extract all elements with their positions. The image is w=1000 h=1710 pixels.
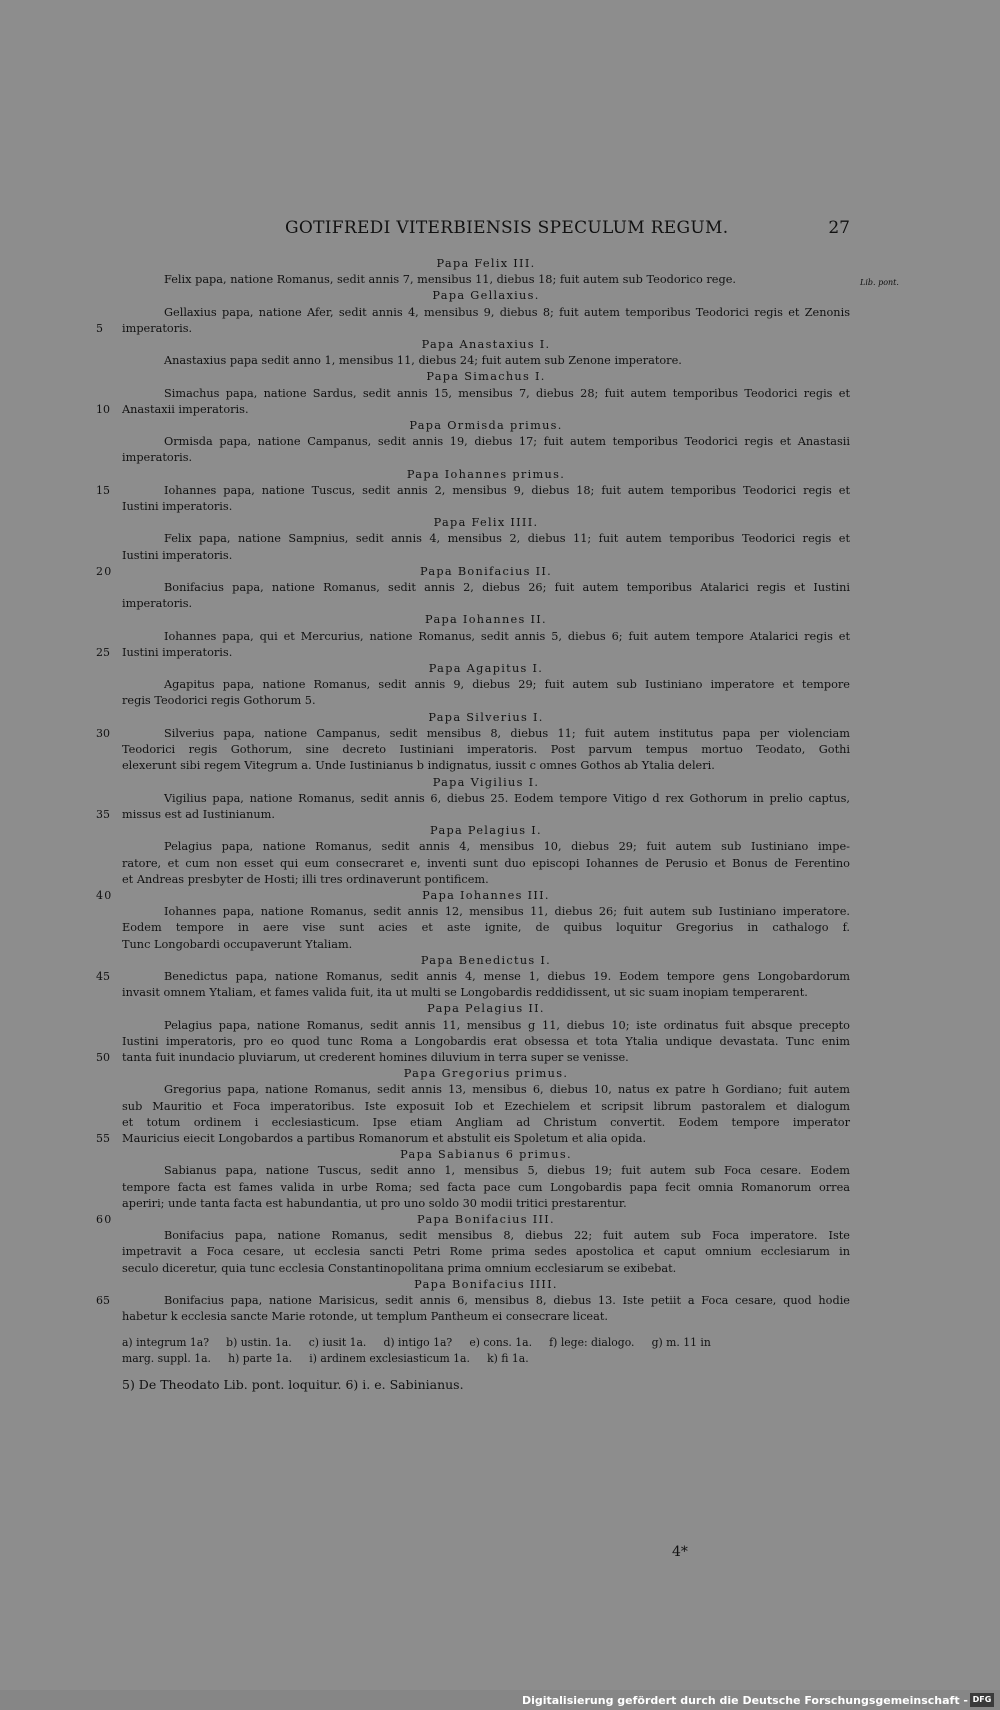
header-title: GOTIFREDI VITERBIENSIS SPECULUM REGUM. [285,218,729,238]
pope-entry [122,661,850,710]
text-line [122,1115,850,1131]
apparatus-line: marg. suppl. 1a. h) parte 1a. i) ardinem exclesiasticum 1a. k) fi 1a. [122,1352,529,1366]
text-line [122,548,850,564]
text-line [122,1099,850,1115]
line-text: seculo diceretur, quia tunc ecclesia Constantinopolitana prima omnium ecclesiarum se exibebat. [122,1261,677,1275]
text-line [122,937,850,953]
critical-apparatus [122,1335,850,1367]
line-text: Iustini imperatoris, pro eo quod tunc Roma a Longobardis erat obsessa et tota Ytalia undique devastata. Tunc enim [122,1034,850,1048]
text-line [122,1244,850,1260]
line-text: Sabianus papa, natione Tuscus, sedit anno 1, mensibus 5, diebus 19; fuit autem sub Foca cesare. Eodem [164,1164,850,1178]
pope-entry [96,1212,850,1277]
line-text: sub Mauritio et Foca imperatoribus. Iste exposuit Iob et Ezechielem et scripsit librum pastoralem et dialogum [122,1099,850,1113]
line-text: et totum ordinem i ecclesiasticum. Ipse etiam Angliam ad Christum convertit. Eodem tempore imperator [122,1115,850,1129]
text-line [122,450,850,466]
line-text: Anastaxius papa sedit anno 1, mensibus 11, diebus 24; fuit autem sub Zenone imperatore. [164,354,682,368]
pope-entry [122,337,850,369]
line-text: Felix papa, natione Sampnius, sedit annis 4, mensibus 2, diebus 11; fuit autem temporibus Teodorici regis et [164,532,850,546]
text-line [122,758,850,774]
line-text: Eodem tempore in aere vise sunt acies et aste ignite, de quibus loquitur Gregorius in cathalogo f. [122,921,850,935]
text-line [122,1196,850,1212]
text-line [122,791,850,807]
pope-entry [96,1066,850,1147]
text-line [96,402,850,418]
line-text: Vigilius papa, natione Romanus, sedit annis 6, diebus 25. Eodem tempore Vitigo d rex Gothorum in prelio captus, [164,791,850,805]
text-line [96,1050,850,1066]
text-line [96,1131,850,1147]
line-number: 60 [96,1212,113,1226]
line-number: 20 [96,564,113,578]
text-line [122,1082,850,1098]
text-line [122,856,850,872]
line-number: 40 [96,888,113,902]
entry-heading: Papa Ormisda primus. [409,419,563,433]
text-line [122,742,850,758]
line-text: ratore, et cum non esset qui eum consecraret e, inventi sunt duo episcopi Iohannes de Perusio et Bonus de Ferentino [122,856,850,870]
entry-heading: Papa Simachus I. [426,370,546,384]
entry-heading: Papa Bonifacius II. 20 [122,564,850,580]
line-number: 15 [96,483,110,497]
line-text: Iohannes papa, natione Tuscus, sedit annis 2, mensibus 9, diebus 18; fuit autem temporibus Teodorici regis et [164,483,850,497]
entry-heading: Papa Benedictus I. [420,953,552,967]
line-text: Pelagius papa, natione Romanus, sedit annis 11, mensibus g 11, diebus 10; iste ordinatus fuit absque precepto [164,1018,850,1032]
margin-note: Lib. pont. [860,278,899,287]
pope-entry [96,1001,850,1066]
entry-heading: Papa Gregorius primus. [403,1067,569,1081]
text-line [122,1018,850,1034]
line-text: Bonifacius papa, natione Romanus, sedit mensibus 8, diebus 22; fuit autem sub Foca imperatore. Iste [164,1229,850,1243]
entry-heading: Papa Iohannes III. 40 [122,888,850,904]
text-line [122,499,850,515]
page-number: 27 [828,218,850,238]
line-text: habetur k ecclesia sancte Marie rotonde, ut templum Pantheum ei consecrare liceat. [122,1310,608,1324]
line-text: imperatoris. [122,597,193,611]
text-line [122,904,850,920]
line-text: Gellaxius papa, natione Afer, sedit annis 4, mensibus 9, diebus 8; fuit autem temporibus Teodorici regis et Zenonis [164,305,850,319]
pope-entry [122,515,850,564]
line-text: et Andreas presbyter de Hosti; illi tres ordinaverunt pontificem. [122,872,489,886]
text-line [122,305,850,321]
text-line [96,483,850,499]
entry-heading: Papa Agapitus I. [428,662,544,676]
text-line [122,386,850,402]
line-number: 50 [96,1050,110,1064]
pope-entry [96,775,850,824]
text-line [96,645,850,661]
banner-text: Digitalisierung gefördert durch die Deutsche Forschungsgemeinschaft - [521,1694,968,1707]
text-line [122,920,850,936]
text-line [122,985,850,1001]
pope-entry [96,1277,850,1326]
line-number: 5 [96,321,103,335]
line-number: 10 [96,402,110,416]
line-text: Pelagius papa, natione Romanus, sedit annis 4, mensibus 10, diebus 29; fuit autem sub Iustiniano impe- [164,840,850,854]
line-number: 35 [96,807,110,821]
line-text: Bonifacius papa, natione Romanus, sedit annis 2, diebus 26; fuit autem temporibus Atalarici regis et Iustini [164,581,850,595]
text-line [96,969,850,985]
text-line [122,353,850,369]
entry-heading: Papa Felix III. [436,257,536,270]
text-line [122,872,850,888]
pope-entry [96,564,850,613]
line-text: tempore facta est fames valida in urbe Roma; sed facta pace cum Longobardis papa fecit omnia Romanorum orrea [122,1180,850,1194]
entry-heading: Papa Sabianus 6 primus. [400,1148,572,1162]
sheet-signature: 4* [672,1544,688,1560]
line-text: Mauricius eiecit Longobardos a partibus Romanorum et abstulit eis Spoletum et alia opida. [122,1131,647,1145]
line-number: 25 [96,645,110,659]
text-line [96,726,850,742]
pope-entry [96,710,850,775]
entry-heading: Papa Pelagius II. [427,1002,545,1016]
line-text: Iohannes papa, natione Romanus, sedit annis 12, mensibus 11, diebus 26; fuit autem sub Iustiniano imperatore. [164,905,850,919]
entry-heading: Papa Bonifacius III. 60 [122,1212,850,1228]
text-line [122,531,850,547]
line-text: Gregorius papa, natione Romanus, sedit annis 13, mensibus 6, diebus 10, natus ex patre h Gordiano; fuit autem [164,1083,850,1097]
pope-entry [96,288,850,337]
entry-heading: Papa Vigilius I. [432,775,540,789]
footnotes: 5) De Theodato Lib. pont. loquitur. 6) i. e. Sabinianus. [122,1377,464,1393]
text-line [122,629,850,645]
line-text: aperiri; unde tanta facta est habundantia, ut pro uno soldo 30 modii tritici prestarentur. [122,1196,627,1210]
line-number: 45 [96,969,110,983]
line-text: Teodorici regis Gothorum, sine decreto Iustiniani imperatoris. Post parvum tempus mortuo Teodato, Gothi [122,743,850,757]
line-text: Ormisda papa, natione Campanus, sedit annis 19, diebus 17; fuit autem temporibus Teodorici regis et Anastasii [164,435,850,449]
entry-heading: Papa Iohannes II. [425,613,547,627]
line-text: impetravit a Foca cesare, ut ecclesia sancti Petri Rome prima sedes apostolica et caput omnium ecclesiarum in [122,1245,850,1259]
text-line [122,839,850,855]
pope-entry [96,467,850,516]
entries-list [96,256,850,1325]
text-line [122,272,850,288]
text-line [96,321,850,337]
text-body [96,256,850,1395]
entry-heading: Papa Iohannes primus. [406,467,566,481]
pope-entry [122,256,850,288]
text-line [96,1293,850,1309]
text-line [122,580,850,596]
line-text: Iohannes papa, qui et Mercurius, natione Romanus, sedit annis 5, diebus 6; fuit autem tempore Atalarici regis et [164,629,850,643]
line-text: Agapitus papa, natione Romanus, sedit annis 9, diebus 29; fuit autem sub Iustiniano imperatore et tempore [164,678,850,692]
line-text: Tunc Longobardi occupaverunt Ytaliam. [122,937,353,951]
line-text: tanta fuit inundacio pluviarum, ut crederent homines diluvium in terra super se venisse. [122,1050,629,1064]
apparatus-line: a) integrum 1a? b) ustin. 1a. c) iusit 1a. d) intigo 1a? e) cons. 1a. f) lege: dialogo. g) m. 11 in [122,1336,711,1350]
text-line [122,677,850,693]
text-line [122,1180,850,1196]
pope-entry [96,612,850,661]
running-header [120,218,850,244]
line-text: Iustini imperatoris. [122,645,233,659]
entry-heading: Papa Gellaxius. [432,289,540,303]
line-text: invasit omnem Ytaliam, et fames valida fuit, ita ut multi se Longobardis reddidissent, ut sic suam inopiam temperarent. [122,986,808,1000]
pope-entry [96,953,850,1002]
pope-entry [96,888,850,953]
text-line [122,1034,850,1050]
text-line [122,434,850,450]
entry-heading: Papa Anastaxius I. [421,338,551,352]
line-text: Bonifacius papa, natione Marisicus, sedit annis 6, mensibus 8, diebus 13. Iste petiit a Foca cesare, quod hodie [164,1294,850,1307]
line-text: Felix papa, natione Romanus, sedit annis 7, mensibus 11, diebus 18; fuit autem sub Teodorico rege. [164,273,736,287]
text-line [122,1309,850,1325]
line-text: imperatoris. [122,451,193,465]
line-text: missus est ad Iustinianum. [122,807,275,821]
entry-heading: Papa Felix IIII. [433,516,539,530]
line-text: Silverius papa, natione Campanus, sedit mensibus 8, diebus 11; fuit autem institutus papa per violenciam [164,726,850,740]
entry-heading: Papa Bonifacius IIII. [414,1277,558,1291]
pope-entry [122,1147,850,1212]
text-line [122,1163,850,1179]
text-line [96,807,850,823]
funding-banner [0,1690,1000,1710]
line-text: regis Teodorici regis Gothorum 5. [122,694,316,708]
text-line [122,693,850,709]
line-number: 55 [96,1131,110,1145]
line-text: elexerunt sibi regem Vitegrum a. Unde Iustinianus b indignatus, iussit c omnes Gothos ab Ytalia deleri. [122,759,715,773]
pope-entry [122,418,850,467]
line-text: Simachus papa, natione Sardus, sedit annis 15, mensibus 7, diebus 28; fuit autem temporibus Teodorici regis et [164,386,850,400]
line-text: imperatoris. [122,321,193,335]
text-line [122,1261,850,1277]
line-text: Iustini imperatoris. [122,500,233,514]
line-text: Benedictus papa, natione Romanus, sedit annis 4, mense 1, diebus 19. Eodem tempore gens Longobardorum [164,969,850,983]
line-number: 30 [96,726,110,740]
pope-entry [122,823,850,888]
entry-heading: Papa Pelagius I. [430,824,542,838]
text-line [122,596,850,612]
text-line [122,1228,850,1244]
line-text: Iustini imperatoris. [122,548,233,562]
line-number: 65 [96,1294,110,1307]
entry-heading: Papa Silverius I. [428,710,544,724]
dfg-logo: DFG [970,1693,994,1707]
line-text: Anastaxii imperatoris. [122,402,249,416]
pope-entry [96,369,850,418]
